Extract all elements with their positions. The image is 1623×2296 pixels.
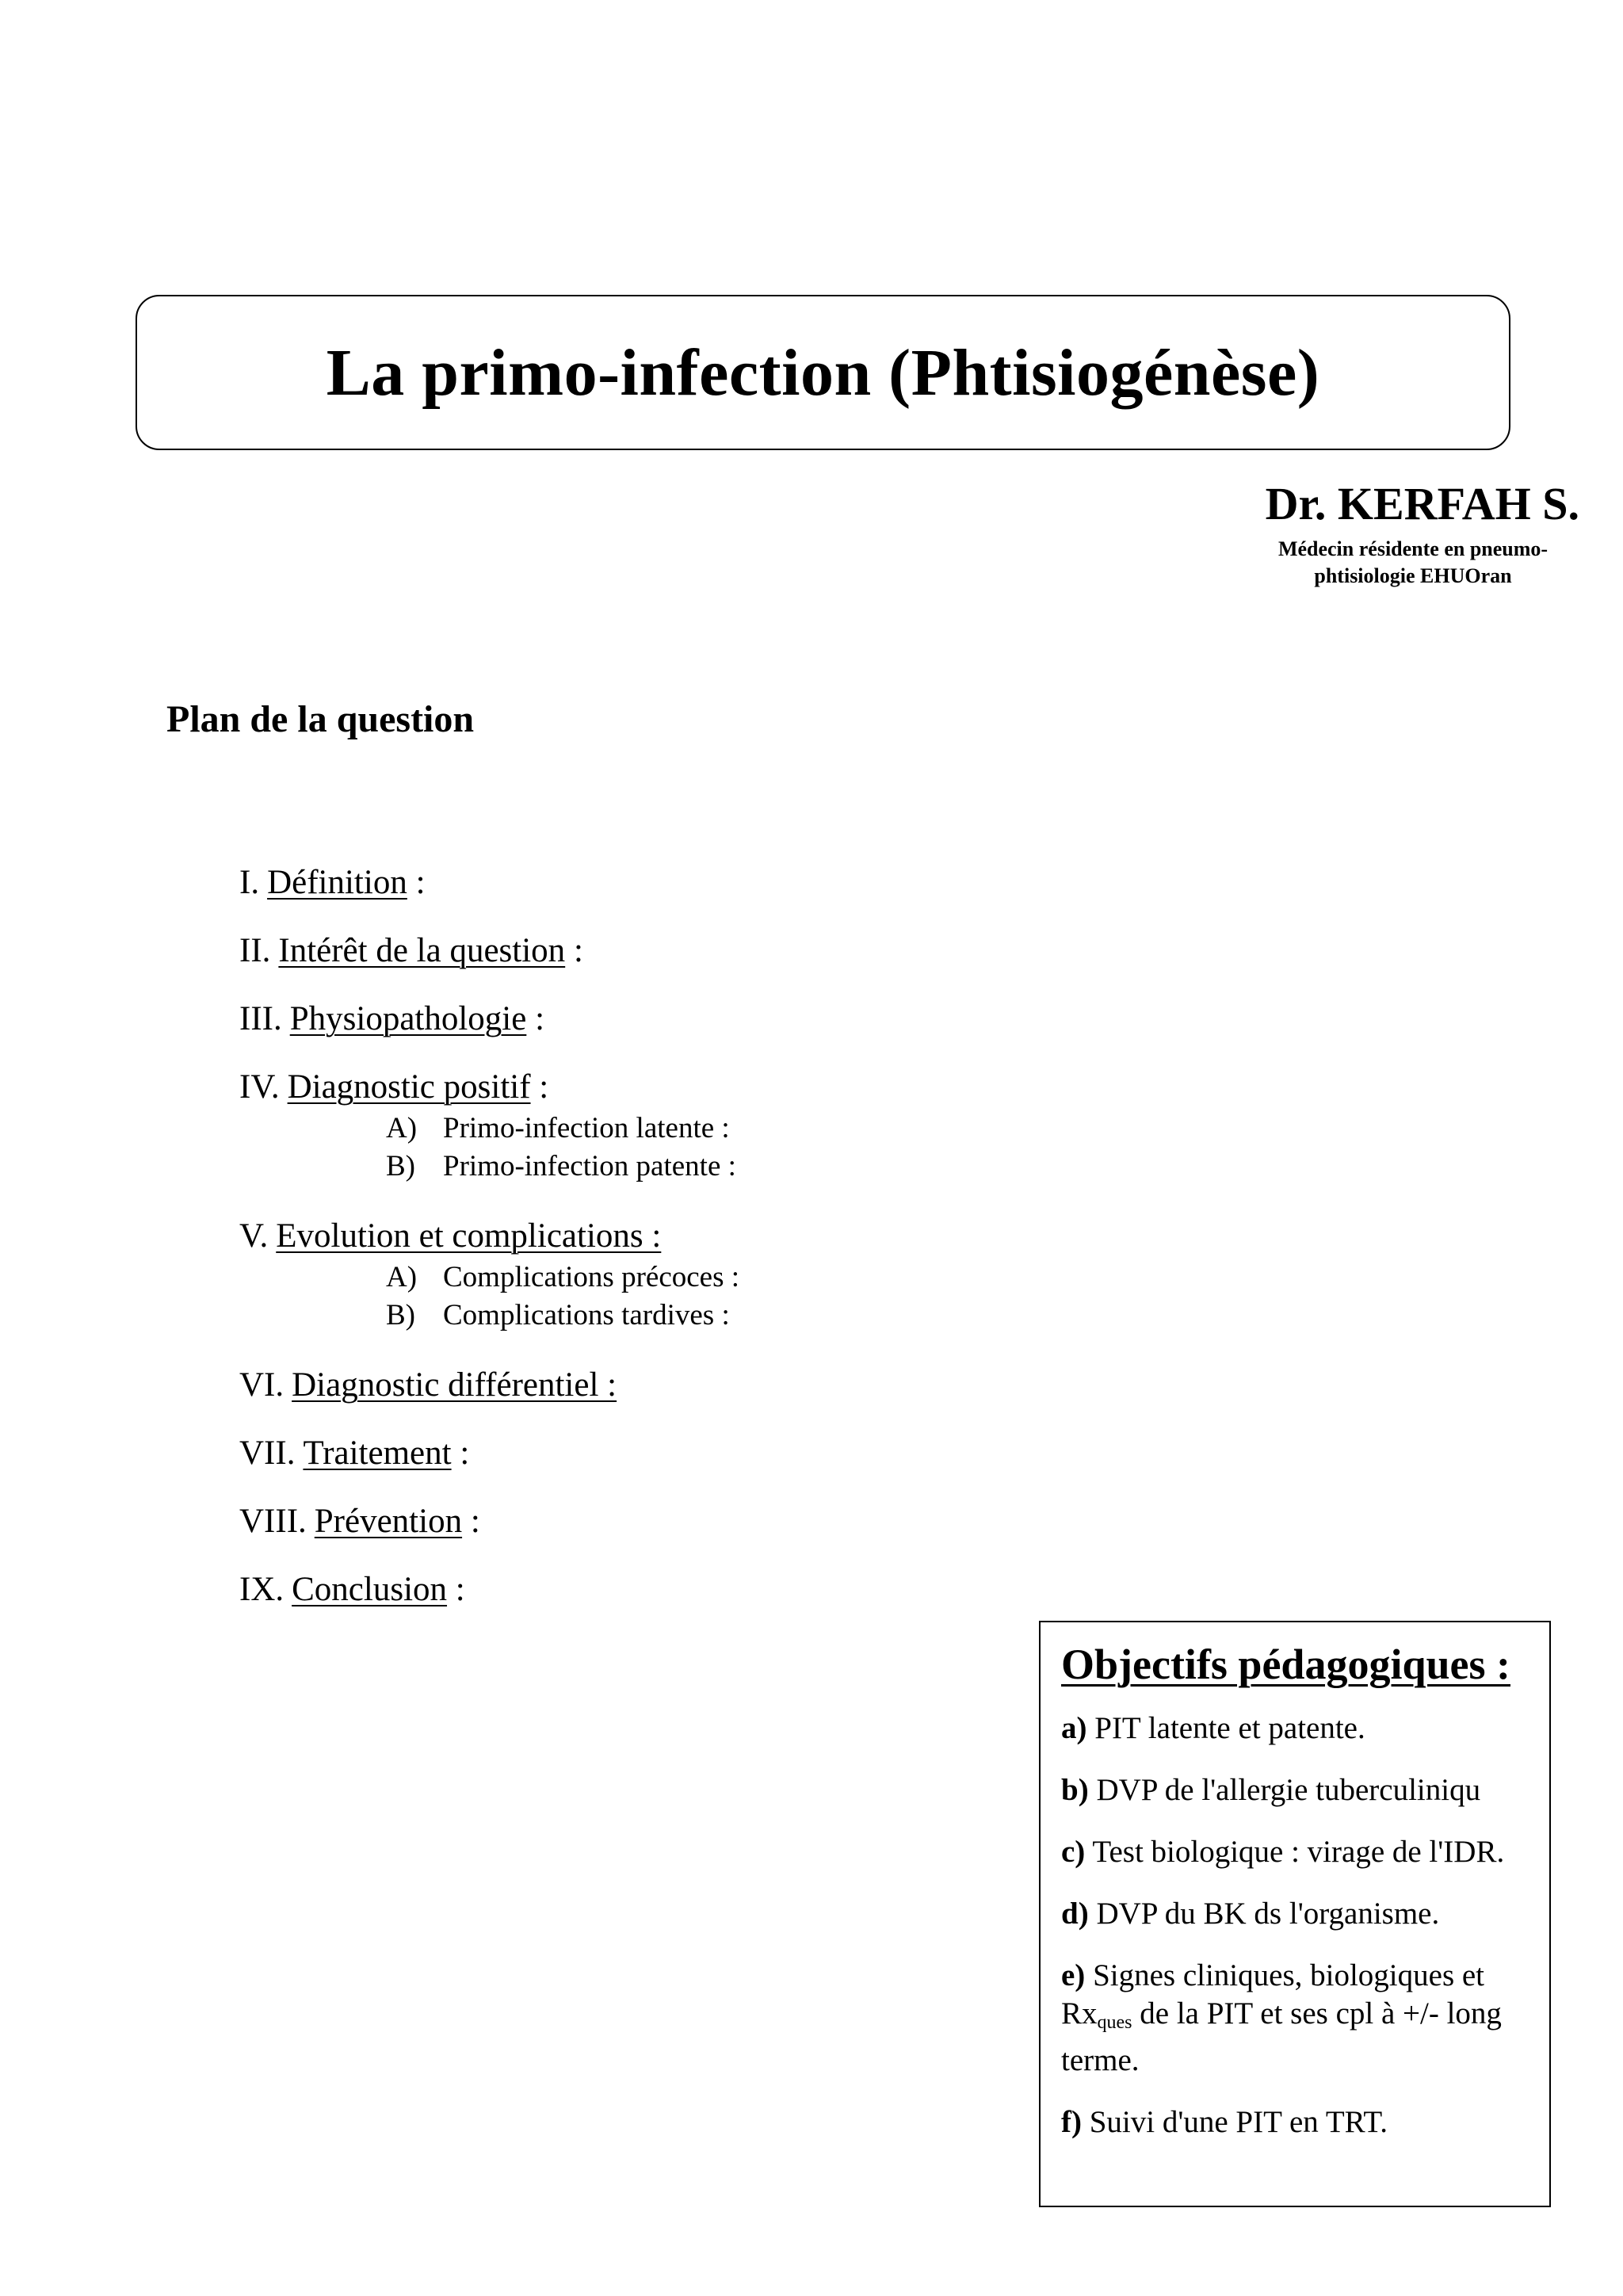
plan-item-suffix: : [462, 1503, 480, 1540]
plan-subitem [386, 1259, 739, 1297]
plan-item-suffix: : [447, 1571, 465, 1608]
plan-item-number: IV. [239, 1068, 280, 1106]
objective-letter: e) [1061, 1958, 1086, 1992]
objective-item [1061, 1833, 1530, 1871]
plan-item-label: Diagnostic positif [287, 1068, 531, 1106]
author-block [1265, 474, 1579, 587]
objective-item [1061, 2103, 1530, 2141]
objective-subscript: ques [1097, 2012, 1132, 2033]
plan-heading: Plan de la question [166, 698, 475, 740]
objective-item [1061, 1895, 1530, 1933]
affiliation-line-1: Médecin résidente en pneumo- [1277, 537, 1549, 560]
plan-item-number: III. [239, 1000, 282, 1037]
objective-letter: d) [1061, 1897, 1089, 1931]
objective-text: Suivi d'une PIT en TRT. [1089, 2105, 1388, 2139]
plan-subitem [386, 1148, 739, 1186]
objective-letter: a) [1061, 1711, 1087, 1745]
plan-item-number: IX. [239, 1571, 285, 1608]
plan-item [239, 1363, 739, 1408]
plan-item-number: V. [239, 1217, 269, 1255]
plan-item-suffix: : [565, 932, 583, 969]
plan-item [239, 1568, 739, 1612]
plan-subitems [386, 1259, 739, 1335]
plan-item-label: Définition [267, 864, 407, 901]
plan-item [239, 1065, 739, 1186]
plan-item [239, 1214, 739, 1335]
plan-item [239, 997, 739, 1041]
objective-item [1061, 1957, 1530, 2080]
objective-text: Test biologique : virage de l'IDR. [1092, 1835, 1505, 1869]
objective-letter: b) [1061, 1773, 1089, 1807]
objective-text: PIT latente et patente. [1094, 1711, 1365, 1745]
plan-item-label: Conclusion [292, 1571, 448, 1608]
plan-subitem-label: Primo-infection patente : [443, 1150, 736, 1182]
objective-item [1061, 1710, 1530, 1748]
plan-subitem-letter: A) [386, 1261, 418, 1293]
plan-item-label: Physiopathologie [289, 1000, 527, 1037]
plan-item-label: Prévention [314, 1503, 463, 1540]
plan-subitem-label: Complications tardives : [443, 1299, 730, 1331]
plan-item-suffix: : [407, 864, 426, 901]
objective-text: Signes cliniques, biologiques et Rx [1061, 1958, 1485, 2030]
plan-item-label: Evolution et complications : [276, 1217, 662, 1255]
objectives-heading: Objectifs pédagogiques : [1061, 1641, 1510, 1688]
author-name: Dr. KERFAH S. [1265, 478, 1579, 529]
plan-item-suffix: : [526, 1000, 545, 1037]
plan-subitem [386, 1297, 739, 1335]
objective-item [1061, 1771, 1530, 1809]
plan-subitem-label: Primo-infection latente : [443, 1112, 730, 1144]
plan-item [239, 1499, 739, 1544]
plan-outline [239, 861, 739, 1612]
plan-item-suffix: : [530, 1068, 549, 1106]
plan-item [239, 1431, 739, 1476]
plan-item-number: VI. [239, 1366, 285, 1404]
plan-item-number: VIII. [239, 1503, 307, 1540]
plan-subitem-letter: B) [386, 1150, 415, 1182]
plan-item-label: Traitement [303, 1435, 452, 1472]
objective-text: DVP de l'allergie tuberculiniqu [1096, 1773, 1481, 1807]
plan-subitems [386, 1110, 739, 1186]
objective-text: DVP du BK ds l'organisme. [1096, 1897, 1440, 1931]
plan-item-label: Diagnostic différentiel : [292, 1366, 617, 1404]
plan-item-number: I. [239, 864, 260, 901]
objective-letter: f) [1061, 2105, 1082, 2139]
plan-item-suffix: : [451, 1435, 470, 1472]
plan-item-number: II. [239, 932, 271, 969]
document-title: La primo-infection (Phtisiogénèse) [326, 335, 1320, 410]
plan-item-label: Intérêt de la question [278, 932, 566, 969]
plan-item [239, 861, 739, 905]
objectives-box [1039, 1621, 1551, 2207]
plan-subitem-label: Complications précoces : [443, 1261, 740, 1293]
objective-letter: c) [1061, 1835, 1086, 1869]
plan-item [239, 929, 739, 973]
plan-item-number: VII. [239, 1435, 296, 1472]
objective-text: de la PIT et ses cpl à +/- long terme. [1061, 1996, 1502, 2077]
author-affiliation [1247, 536, 1579, 590]
title-box [136, 295, 1510, 450]
plan-subitem-letter: B) [386, 1299, 415, 1331]
plan-subitem-letter: A) [386, 1112, 418, 1144]
plan-subitem [386, 1110, 739, 1148]
affiliation-line-2: phtisiologie EHUOran [1314, 564, 1512, 587]
